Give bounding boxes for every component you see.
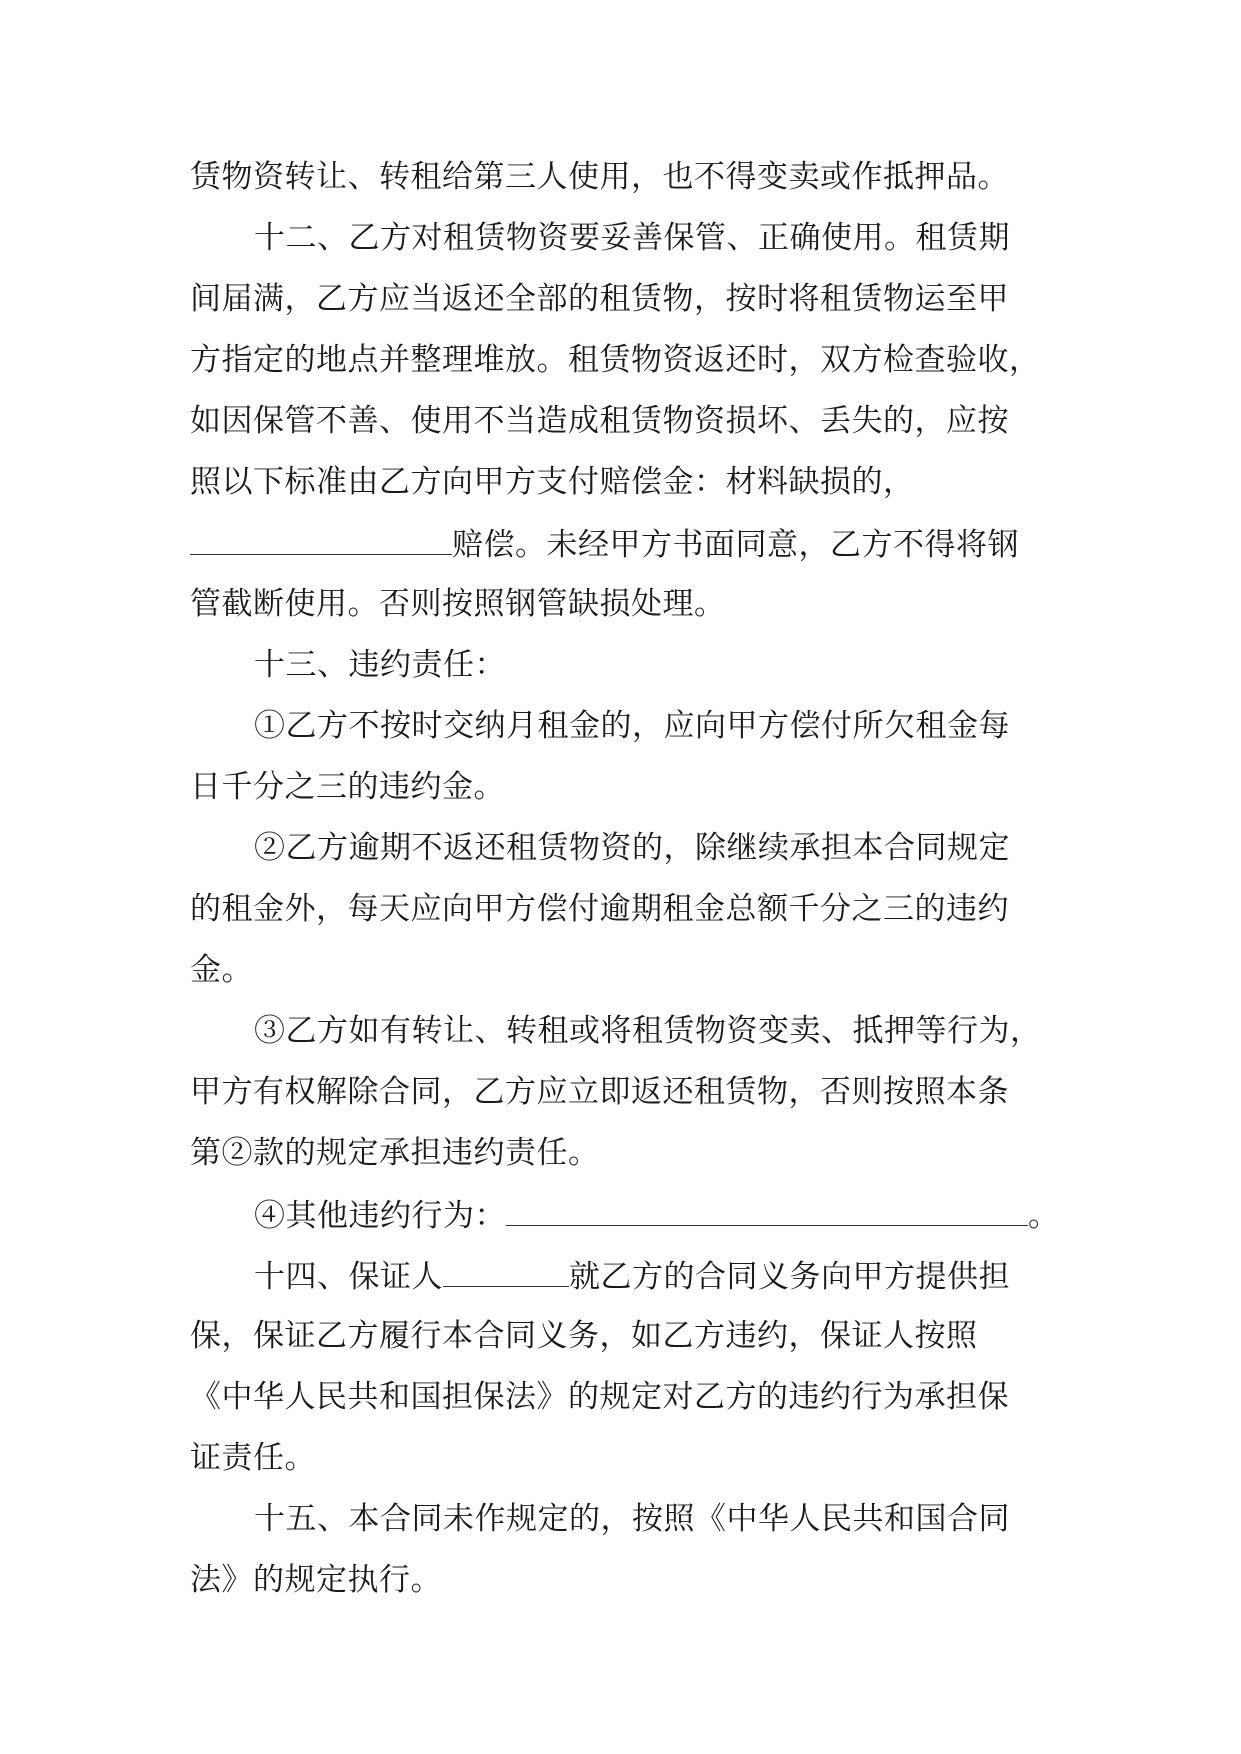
clause-13-item-2: ②乙方逾期不返还租赁物资的，除继续承担本合同规定 — [254, 830, 1010, 866]
clause-13-item-3: ③乙方如有转让、转租或将租赁物资变卖、抵押等行为， — [254, 1013, 1042, 1049]
text-line-1: 赁物资转让、转租给第三人使用，也不得变卖或作抵押品。 — [190, 159, 1009, 195]
text-line-24: 法》的规定执行。 — [190, 1562, 442, 1598]
text-line-21: 《中华人民共和国担保法》的规定对乙方的违约行为承担保 — [190, 1379, 1009, 1415]
text-line-11: 日千分之三的违约金。 — [190, 769, 505, 805]
line-7-after: 赔偿。未经甲方书面同意，乙方不得将钢 — [452, 527, 1019, 563]
guarantor-blank — [443, 1258, 569, 1287]
text-line-22: 证责任。 — [190, 1440, 316, 1476]
text-line-6: 照以下标准由乙方向甲方支付赔偿金：材料缺损的， — [190, 464, 915, 500]
clause-15-line-1: 十五、本合同未作规定的，按照《中华人民共和国合同 — [254, 1501, 1010, 1537]
text-line-7 — [190, 526, 1050, 587]
text-line-13: 的租金外，每天应向甲方偿付逾期租金总额千分之三的违约 — [190, 891, 1009, 927]
text-line-16: 甲方有权解除合同，乙方应立即返还租赁物，否则按照本条 — [190, 1074, 1009, 1110]
other-breach-blank — [506, 1197, 1028, 1226]
clause-13-item-1: ①乙方不按时交纳月租金的，应向甲方偿付所欠租金每 — [254, 708, 1010, 744]
clause-13-heading: 十三、违约责任： — [254, 647, 506, 683]
text-line-8: 管截断使用。否则按照钢管缺损处理。 — [190, 586, 726, 622]
text-line-3: 间届满，乙方应当返还全部的租赁物，按时将租赁物运至甲 — [190, 281, 1009, 317]
clause-13-item-4 — [190, 1197, 1060, 1258]
line-19-after: 就乙方的合同义务向甲方提供担 — [569, 1259, 1010, 1295]
text-line-5: 如因保管不善、使用不当造成租赁物资损坏、丢失的，应按 — [190, 403, 1009, 439]
clause-12-line-1: 十二、乙方对租赁物资要妥善保管、正确使用。租赁期 — [254, 220, 1010, 256]
text-line-17: 第②款的规定承担违约责任。 — [190, 1135, 600, 1171]
text-line-20: 保，保证乙方履行本合同义务，如乙方违约，保证人按照 — [190, 1318, 978, 1354]
line-18-after: 。 — [1028, 1198, 1060, 1234]
text-line-4: 方指定的地点并整理堆放。租赁物资返还时，双方检查验收， — [190, 342, 1041, 378]
document-page — [190, 159, 1060, 1624]
line-19-before: 十四、保证人 — [254, 1259, 443, 1295]
compensation-blank — [190, 526, 452, 555]
line-18-before: ④其他违约行为： — [254, 1198, 506, 1234]
text-line-14: 金。 — [190, 952, 253, 988]
clause-14-line-1 — [190, 1258, 1050, 1319]
